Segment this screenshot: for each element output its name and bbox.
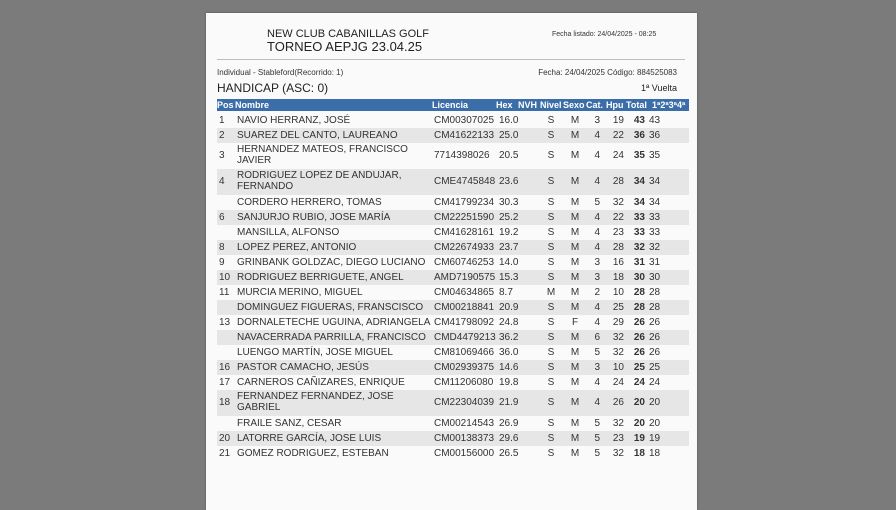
row-license: CM22304039	[434, 397, 495, 408]
results-sheet	[206, 13, 697, 510]
row-name: FRAILE SANZ, CESAR	[237, 417, 342, 429]
table-row	[217, 345, 689, 360]
row-nivel: M	[570, 271, 580, 283]
table-row	[217, 416, 689, 431]
row-nivel: M	[570, 286, 580, 298]
col-nombre: Nombre	[235, 100, 270, 110]
row-round1: 18	[649, 447, 661, 459]
row-nivel: M	[570, 417, 580, 429]
row-total: 31	[633, 256, 645, 268]
row-nivel: M	[570, 346, 580, 358]
row-round1: 20	[649, 397, 661, 408]
row-name: NAVIO HERRANZ, JOSÉ	[237, 114, 351, 126]
club-name: NEW CLUB CABANILLAS GOLF	[267, 28, 429, 40]
row-name: DOMINGUEZ FIGUERAS, FRANSCISCO	[237, 301, 424, 313]
row-hpu: 24	[612, 376, 624, 388]
row-nivel: M	[570, 241, 580, 253]
row-hex: 20.5	[499, 150, 519, 161]
row-name: SUAREZ DEL CANTO, LAUREANO	[237, 129, 398, 141]
row-hex: 23.6	[499, 176, 519, 187]
row-cat: 3	[594, 361, 600, 373]
row-name: PASTOR CAMACHO, JESÚS	[237, 361, 369, 373]
row-license: CM22674933	[434, 241, 495, 253]
row-hpu: 24	[612, 150, 624, 161]
row-nvh: S	[547, 376, 555, 388]
row-total: 28	[633, 301, 645, 313]
table-header	[217, 99, 689, 111]
row-hex: 15.3	[499, 271, 519, 283]
date-code: Fecha: 24/04/2025 Código: 884525083	[538, 68, 677, 77]
row-nivel: M	[570, 331, 580, 343]
row-nvh: S	[547, 150, 555, 161]
row-total: 25	[633, 361, 645, 373]
row-round1: 24	[649, 376, 661, 388]
row-cat: 4	[594, 150, 600, 161]
row-hpu: 10	[612, 361, 624, 373]
row-pos: 10	[219, 271, 231, 283]
row-license: CM41798092	[434, 316, 495, 328]
row-nvh: S	[547, 316, 555, 328]
row-round1: 20	[649, 417, 661, 429]
table-row	[217, 143, 689, 169]
row-total: 26	[633, 346, 645, 358]
row-nivel: M	[570, 432, 580, 444]
list-date: Fecha listado: 24/04/2025 - 08:25	[552, 31, 657, 38]
row-hex: 21.9	[499, 397, 519, 408]
row-hpu: 22	[612, 211, 624, 223]
table-row	[217, 431, 689, 446]
table-row	[217, 285, 689, 300]
row-total: 32	[633, 241, 645, 253]
row-nvh: S	[547, 301, 555, 313]
row-round1: 36	[649, 129, 661, 141]
row-hpu: 10	[612, 286, 624, 298]
row-hex: 8.7	[499, 286, 513, 298]
row-total: 20	[633, 397, 645, 408]
row-hpu: 19	[612, 114, 624, 126]
row-license: CM41628161	[434, 226, 495, 238]
row-hex: 26.9	[499, 417, 519, 429]
row-nivel: M	[570, 211, 580, 223]
row-cat: 4	[594, 129, 600, 141]
row-pos: 18	[219, 397, 231, 408]
row-hpu: 26	[612, 397, 624, 408]
row-nivel: M	[570, 376, 580, 388]
table-row	[217, 255, 689, 270]
row-hex: 14.6	[499, 361, 519, 373]
row-cat: 5	[594, 346, 600, 358]
row-name: RODRIGUEZ LOPEZ DE ANDUJAR, FERNANDO	[237, 170, 402, 192]
row-round1: 35	[649, 150, 661, 161]
row-cat: 5	[594, 447, 600, 459]
row-name: NAVACERRADA PARRILLA, FRANCISCO	[237, 331, 426, 343]
row-license: CM00214543	[434, 417, 495, 429]
row-pos: 4	[219, 176, 225, 187]
row-nvh: S	[547, 129, 555, 141]
row-total: 33	[633, 211, 645, 223]
row-nivel: M	[570, 176, 580, 187]
row-nvh: S	[547, 447, 555, 459]
col-pos: Pos	[217, 100, 234, 110]
row-nvh: S	[547, 114, 555, 126]
round-label: 1ª Vuelta	[640, 83, 677, 93]
row-pos: 3	[219, 150, 225, 161]
row-cat: 3	[594, 271, 600, 283]
row-nivel: M	[570, 150, 580, 161]
row-nivel: M	[570, 196, 580, 208]
row-cat: 4	[594, 376, 600, 388]
row-round1: 28	[649, 301, 661, 313]
row-license: CM41799234	[434, 196, 495, 208]
row-cat: 4	[594, 316, 600, 328]
row-cat: 3	[594, 256, 600, 268]
row-nivel: M	[570, 361, 580, 373]
row-hpu: 32	[612, 346, 624, 358]
row-total: 18	[633, 447, 645, 459]
table-row	[217, 270, 689, 285]
row-hpu: 25	[612, 301, 624, 313]
row-cat: 3	[594, 114, 600, 126]
row-nvh: S	[547, 256, 555, 268]
row-license: 7714398026	[434, 150, 490, 161]
row-nivel: M	[570, 226, 580, 238]
row-name: GRINBANK GOLDZAC, DIEGO LUCIANO	[237, 256, 426, 268]
tournament-title: TORNEO AEPJG 23.04.25	[267, 39, 423, 54]
row-cat: 4	[594, 241, 600, 253]
row-hpu: 28	[612, 176, 624, 187]
row-nivel: M	[570, 397, 580, 408]
row-hpu: 16	[612, 256, 624, 268]
row-license: CM00218841	[434, 301, 495, 313]
row-nivel: M	[570, 129, 580, 141]
row-hpu: 23	[612, 432, 624, 444]
row-round1: 31	[649, 256, 661, 268]
row-nvh: S	[547, 346, 555, 358]
row-hpu: 23	[612, 226, 624, 238]
row-round1: 43	[649, 114, 661, 126]
table-row	[217, 375, 689, 390]
row-name: LATORRE GARCÍA, JOSE LUIS	[237, 432, 382, 444]
row-round1: 28	[649, 286, 661, 298]
row-hex: 36.0	[499, 346, 519, 358]
row-license: CM11206080	[434, 376, 494, 388]
row-hex: 19.2	[499, 226, 519, 238]
table-row	[217, 195, 689, 210]
row-name: MANSILLA, ALFONSO	[237, 226, 340, 238]
row-total: 33	[633, 226, 645, 238]
row-pos: 20	[219, 432, 231, 444]
row-pos: 17	[219, 376, 231, 388]
row-nvh: S	[547, 176, 555, 187]
table-row	[217, 240, 689, 255]
row-license: CM00156000	[434, 447, 495, 459]
row-total: 24	[633, 376, 645, 388]
row-cat: 4	[594, 226, 600, 238]
row-pos: 6	[219, 211, 225, 223]
row-nvh: S	[547, 331, 555, 343]
row-license: CM00138373	[434, 432, 495, 444]
table-row	[217, 210, 689, 225]
row-cat: 2	[594, 286, 600, 298]
row-hex: 23.7	[499, 241, 519, 253]
row-name: CARNEROS CAÑIZARES, ENRIQUE	[237, 376, 405, 388]
row-hpu: 22	[612, 129, 624, 141]
row-total: 34	[633, 196, 645, 208]
table-row	[217, 113, 689, 128]
row-cat: 5	[594, 196, 600, 208]
table-row	[217, 330, 689, 345]
table-row	[217, 225, 689, 240]
row-round1: 33	[649, 226, 661, 238]
row-hex: 30.3	[499, 196, 519, 208]
row-cat: 4	[594, 176, 600, 187]
col-rounds: 1ª2ª3ª4ª	[652, 100, 686, 110]
row-round1: 32	[649, 241, 661, 253]
row-hpu: 32	[612, 417, 624, 429]
row-pos: 1	[219, 114, 225, 126]
row-hex: 24.8	[499, 316, 519, 328]
row-cat: 4	[594, 211, 600, 223]
row-round1: 26	[649, 346, 661, 358]
row-name: HERNANDEZ MATEOS, FRANCISCO JAVIER	[237, 144, 408, 166]
row-nvh: S	[547, 432, 555, 444]
row-name: CORDERO HERRERO, TOMAS	[237, 196, 382, 208]
row-pos: 13	[219, 316, 231, 328]
row-hpu: 32	[612, 447, 624, 459]
row-nvh: S	[547, 241, 555, 253]
row-license: CME4745848	[434, 176, 496, 187]
row-round1: 34	[649, 196, 661, 208]
row-name: SANJURJO RUBIO, JOSE MARÍA	[237, 211, 391, 223]
row-cat: 4	[594, 397, 600, 408]
table-row	[217, 390, 689, 416]
row-hex: 19.8	[499, 376, 519, 388]
row-nivel: M	[570, 447, 580, 459]
row-nvh: S	[547, 226, 555, 238]
divider	[217, 59, 685, 60]
row-round1: 26	[649, 331, 661, 343]
table-row	[217, 128, 689, 143]
row-round1: 33	[649, 211, 661, 223]
row-hex: 25.0	[499, 129, 519, 141]
row-total: 30	[633, 271, 645, 283]
row-license: CM81069466	[434, 346, 495, 358]
row-name: MURCIA MERINO, MIGUEL	[237, 286, 363, 298]
classification-title: HANDICAP (ASC: 0)	[217, 81, 329, 95]
row-hex: 36.2	[499, 331, 519, 343]
row-license: CM00307025	[434, 114, 495, 126]
col-total: Total	[626, 100, 647, 110]
col-cat: Cat.	[586, 100, 604, 110]
row-hex: 29.6	[499, 432, 519, 444]
row-name: FERNANDEZ FERNANDEZ, JOSE GABRIEL	[237, 391, 394, 413]
row-hpu: 29	[612, 316, 624, 328]
col-nivel: Nivel	[540, 100, 562, 110]
row-nvh: S	[547, 211, 555, 223]
row-hpu: 18	[612, 271, 624, 283]
row-hpu: 32	[612, 331, 624, 343]
row-license: CM60746253	[434, 256, 495, 268]
row-total: 26	[633, 316, 645, 328]
row-round1: 19	[649, 432, 661, 444]
row-hpu: 32	[612, 196, 624, 208]
row-hex: 14.0	[499, 256, 519, 268]
row-hex: 16.0	[499, 114, 519, 126]
row-name: RODRIGUEZ BERRIGUETE, ANGEL	[237, 271, 404, 283]
row-name: GOMEZ RODRIGUEZ, ESTEBAN	[237, 447, 389, 459]
row-round1: 34	[649, 176, 661, 187]
row-cat: 6	[594, 331, 600, 343]
table-row	[217, 300, 689, 315]
row-total: 34	[633, 176, 645, 187]
row-nivel: M	[570, 301, 580, 313]
row-name: DORNALETECHE UGUINA, ADRIANGELA	[237, 316, 431, 328]
row-license: AMD7190575	[434, 271, 496, 283]
col-nvh: NVH	[518, 100, 538, 110]
row-license: CM22251590	[434, 211, 495, 223]
competition-mode: Individual - Stableford(Recorrido: 1)	[217, 68, 344, 77]
row-cat: 5	[594, 417, 600, 429]
table-row	[217, 169, 689, 195]
row-nvh: S	[547, 397, 555, 408]
row-license: CMD4479213	[434, 331, 496, 343]
row-nvh: S	[547, 271, 555, 283]
row-license: CM04634865	[434, 286, 495, 298]
row-round1: 26	[649, 316, 661, 328]
row-name: LUENGO MARTÍN, JOSE MIGUEL	[237, 346, 393, 358]
row-nivel: F	[571, 316, 579, 328]
row-round1: 30	[649, 271, 661, 283]
row-nvh: M	[546, 286, 556, 298]
row-total: 43	[633, 114, 645, 126]
col-hpu: Hpu	[606, 100, 624, 110]
row-pos: 16	[219, 361, 231, 373]
col-licencia: Licencia	[432, 100, 469, 110]
row-license: CM41622133	[434, 129, 495, 141]
row-total: 26	[633, 331, 645, 343]
row-total: 28	[633, 286, 645, 298]
results-table	[217, 113, 689, 461]
row-hex: 26.5	[499, 447, 519, 459]
row-license: CM02939375	[434, 361, 495, 373]
row-pos: 21	[219, 447, 231, 459]
row-total: 20	[633, 417, 645, 429]
table-row	[217, 315, 689, 330]
row-pos: 2	[219, 129, 225, 141]
row-hex: 20.9	[499, 301, 519, 313]
row-cat: 5	[594, 432, 600, 444]
table-row	[217, 360, 689, 375]
row-nivel: M	[570, 256, 580, 268]
row-nvh: S	[547, 196, 555, 208]
row-hpu: 28	[612, 241, 624, 253]
row-pos: 9	[219, 256, 225, 268]
col-hex: Hex	[496, 100, 513, 110]
table-row	[217, 446, 689, 461]
row-total: 19	[633, 432, 645, 444]
row-pos: 11	[219, 286, 230, 298]
row-round1: 25	[649, 361, 661, 373]
row-nivel: M	[570, 114, 580, 126]
row-total: 36	[633, 129, 645, 141]
row-nvh: S	[547, 417, 555, 429]
row-hex: 25.2	[499, 211, 519, 223]
row-total: 35	[633, 150, 645, 161]
row-nvh: S	[547, 361, 555, 373]
row-name: LOPEZ PEREZ, ANTONIO	[237, 241, 357, 253]
row-pos: 8	[219, 241, 225, 253]
col-sexo: Sexo	[563, 100, 585, 110]
row-cat: 4	[594, 301, 600, 313]
